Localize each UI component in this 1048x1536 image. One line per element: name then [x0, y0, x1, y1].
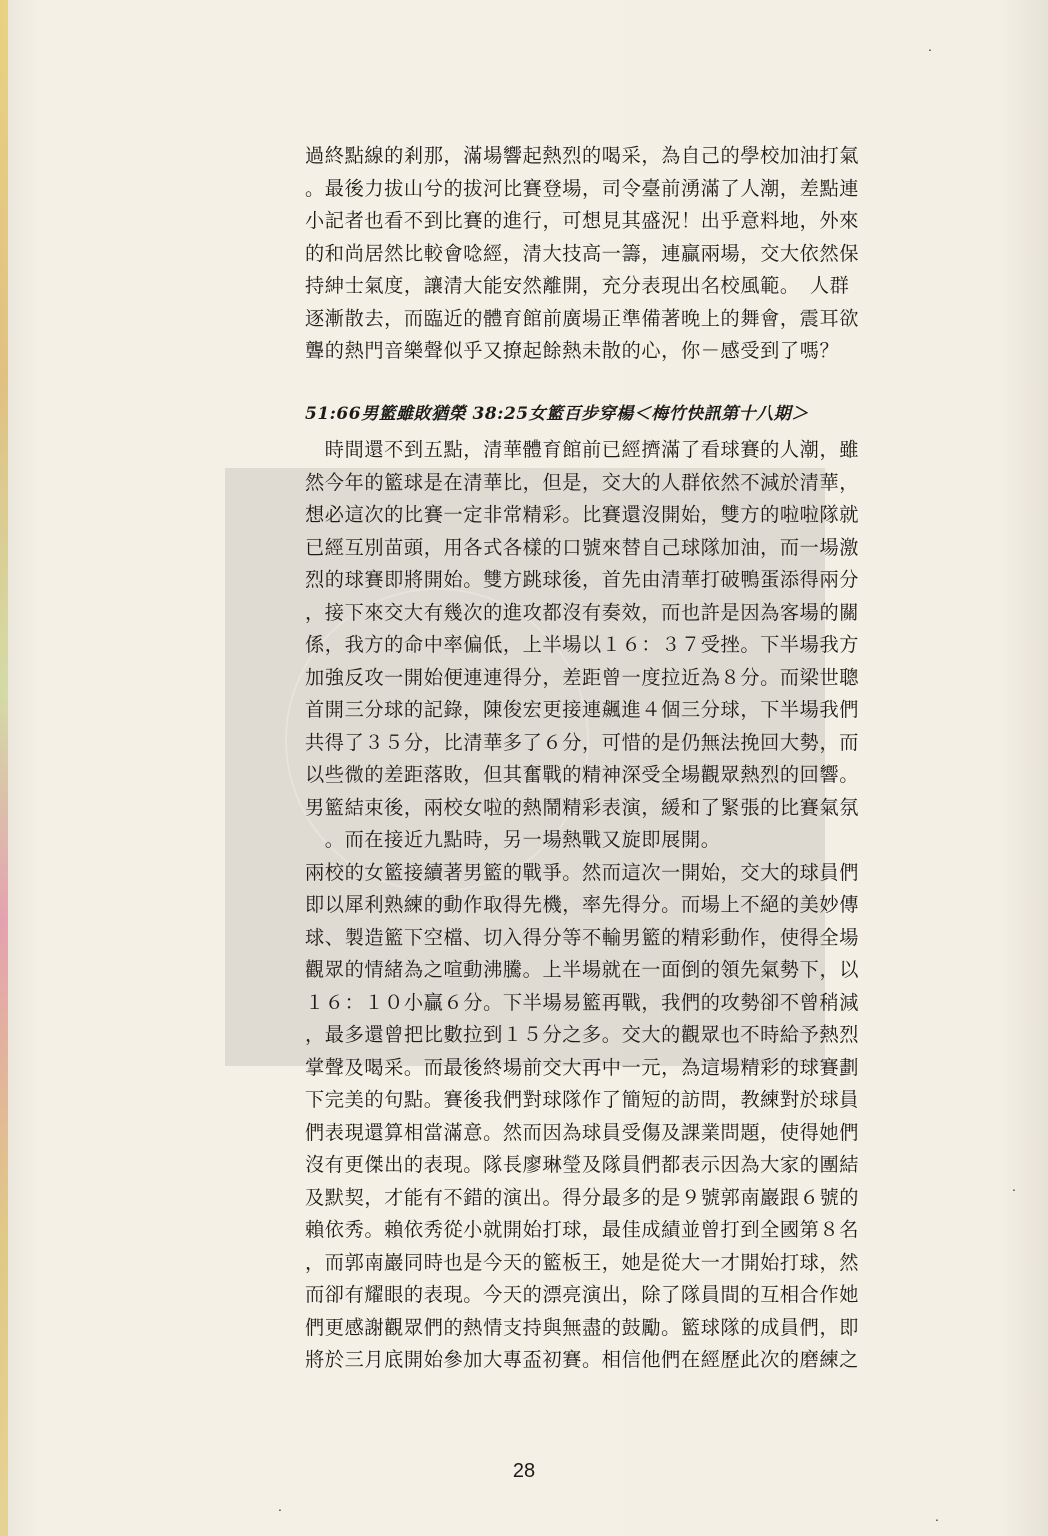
text-line: 烈的球賽即將開始。雙方跳球後，首先由清華打破鴨蛋添得兩分 — [305, 568, 860, 591]
text-line: 沒有更傑出的表現。隊長廖琳瑩及隊員們都表示因為大家的團結 — [305, 1153, 860, 1176]
section-heading: 51:66男籃雖敗猶榮 38:25女籃百步穿楊＜梅竹快訊第十八期＞ — [305, 403, 809, 424]
text-line: 們更感謝觀眾們的熱情支持與無盡的鼓勵。籃球隊的成員們，即 — [305, 1315, 860, 1339]
text-line: ，而郭南巖同時也是今天的籃板王，她是從大一才開始打球，然 — [305, 1250, 860, 1274]
text-line: 逐漸散去，而臨近的體育館前廣場正準備著晚上的舞會，震耳欲 — [305, 306, 860, 330]
article-text — [305, 140, 860, 1377]
page-number: 28 — [512, 1460, 536, 1482]
text-line: 球、製造籃下空檔、切入得分等不輸男籃的精彩動作，使得全場 — [305, 925, 860, 949]
text-line: 以些微的差距落敗，但其奮戰的精神深受全場觀眾熱烈的回響。 — [305, 763, 860, 786]
text-line: 。最後力拔山兮的拔河比賽登場，司令臺前湧滿了人潮，差點連 — [305, 176, 860, 200]
scan-speck: . — [278, 1498, 282, 1514]
text-line: 掌聲及喝采。而最後終場前交大再中一元，為這場精彩的球賽劃 — [305, 1055, 860, 1079]
text-line: １６：１０小贏６分。下半場易籃再戰，我們的攻勢卻不曾稍減 — [305, 990, 860, 1014]
text-line: 然今年的籃球是在清華比，但是，交大的人群依然不減於清華， — [305, 470, 860, 494]
text-line: 下完美的句點。賽後我們對球隊作了簡短的訪問，教練對於球員 — [305, 1088, 860, 1111]
text-line: 係，我方的命中率偏低，上半場以１６：３７受挫。下半場我方 — [305, 633, 860, 656]
scan-speck: . — [928, 38, 932, 54]
text-line: 時間還不到五點，清華體育館前已經擠滿了看球賽的人潮，雖 — [305, 438, 860, 461]
text-line: 加強反攻一開始便連連得分，差距曾一度拉近為８分。而梁世聰 — [305, 665, 860, 689]
text-line: 。而在接近九點時，另一場熱戰又旋即展開。 — [305, 828, 721, 851]
text-line: 將於三月底開始參加大專盃初賽。相信他們在經歷此次的磨練之 — [305, 1348, 860, 1371]
text-line: 們表現還算相當滿意。然而因為球員受傷及課業問題，使得她們 — [305, 1120, 860, 1144]
text-line: 的和尚居然比較會唸經，清大技高一籌，連贏兩場，交大依然保 — [305, 241, 860, 265]
text-line: 聾的熱門音樂聲似乎又撩起餘熱未散的心，你－感受到了嗎？ — [305, 339, 840, 362]
scan-speck: . — [935, 1508, 939, 1524]
text-line: 觀眾的情緒為之喧動沸騰。上半場就在一面倒的領先氣勢下，以 — [305, 958, 860, 981]
text-line: 兩校的女籃接續著男籃的戰爭。然而這次一開始，交大的球員們 — [305, 860, 860, 884]
text-line: 賴依秀。賴依秀從小就開始打球，最佳成績並曾打到全國第８名 — [305, 1218, 860, 1241]
page-binding-edge — [0, 0, 8, 1536]
article-body — [305, 434, 860, 1377]
text-line: 想必這次的比賽一定非常精彩。比賽還沒開始，雙方的啦啦隊就 — [305, 503, 860, 526]
text-line: ，最多還曾把比數拉到１５分之多。交大的觀眾也不時給予熱烈 — [305, 1023, 860, 1046]
text-line: 持紳士氣度，讓清大能安然離開，充分表現出名校風範。 人群 — [305, 274, 850, 297]
text-line: 而卻有耀眼的表現。今天的漂亮演出，除了隊員間的互相合作她 — [305, 1283, 860, 1306]
text-line: 小記者也看不到比賽的進行，可想見其盛況！出乎意料地，外來 — [305, 209, 860, 232]
text-line: ，接下來交大有幾次的進攻都沒有奏效，而也許是因為客場的關 — [305, 600, 860, 624]
text-line: 首開三分球的記錄，陳俊宏更接連飆進４個三分球，下半場我們 — [305, 698, 860, 721]
text-line: 男籃結束後，兩校女啦的熱鬧精彩表演，緩和了緊張的比賽氣氛 — [305, 795, 860, 819]
text-line: 及默契，才能有不錯的演出。得分最多的是９號郭南巖跟６號的 — [305, 1185, 860, 1209]
article-intro-paragraph — [305, 140, 860, 368]
text-line: 已經互別苗頭，用各式各樣的口號來替自己球隊加油，而一場激 — [305, 535, 860, 559]
text-line: 過終點線的剎那，滿場響起熱烈的喝采，為自己的學校加油打氣 — [305, 144, 860, 167]
text-line: 共得了３５分，比清華多了６分，可惜的是仍無法挽回大勢，而 — [305, 730, 860, 754]
scan-speck: . — [1012, 1178, 1016, 1194]
text-line: 即以犀利熟練的動作取得先機，率先得分。而場上不絕的美妙傳 — [305, 893, 860, 916]
